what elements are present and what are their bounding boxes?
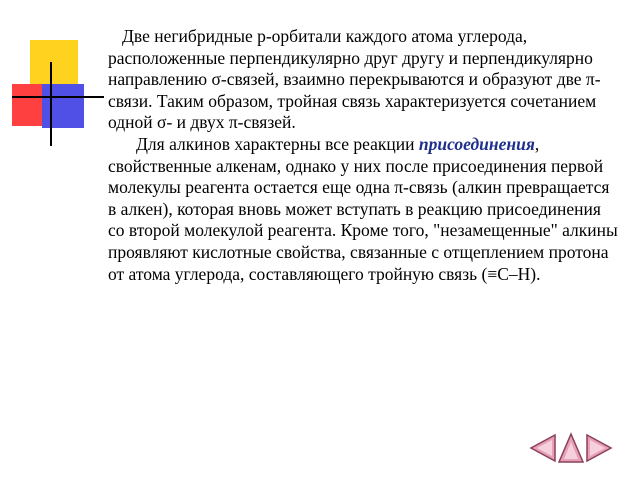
emphasis-term: присоединения <box>418 133 535 154</box>
paragraph-2-end: , свойственные алкенам, однако у них после присоединения первой молекулы реагента остается еще одна π-связь (алкин превращается в алкен), которая вновь может вступать в реакцию присоединения со второй молекулой реагента. Кроме того, "незамещенные" алкины проявляют кислотные свойства, связанные с отщеплением протона от атома углерода, составляющего тройную связь (≡С–Н). <box>108 133 618 284</box>
home-arrow-icon <box>557 432 585 464</box>
yellow-square <box>30 40 78 88</box>
slide-text <box>108 26 620 285</box>
paragraph-2-start: Для алкинов характерны все реакции <box>136 133 419 154</box>
paragraph-2 <box>108 134 620 285</box>
blue-square <box>42 84 84 128</box>
arrow-left-icon <box>528 432 556 464</box>
paragraph-1: Две негибридные р-орбитали каждого атома углерода, расположенные перпендикулярно друг другу и перпендикулярно направлению σ-связей, взаимно перекрываются и образуют две π- связи. Таким образом, тройная связь характеризуется сочетанием одной σ- и двух π-связей. <box>108 26 601 133</box>
decorative-squares <box>0 0 110 160</box>
horizontal-line <box>12 96 104 98</box>
navigation-buttons <box>528 430 614 466</box>
next-slide-button[interactable] <box>586 432 614 464</box>
home-button[interactable] <box>557 432 585 464</box>
vertical-line <box>50 62 52 146</box>
prev-slide-button[interactable] <box>528 432 556 464</box>
arrow-right-icon <box>586 432 614 464</box>
